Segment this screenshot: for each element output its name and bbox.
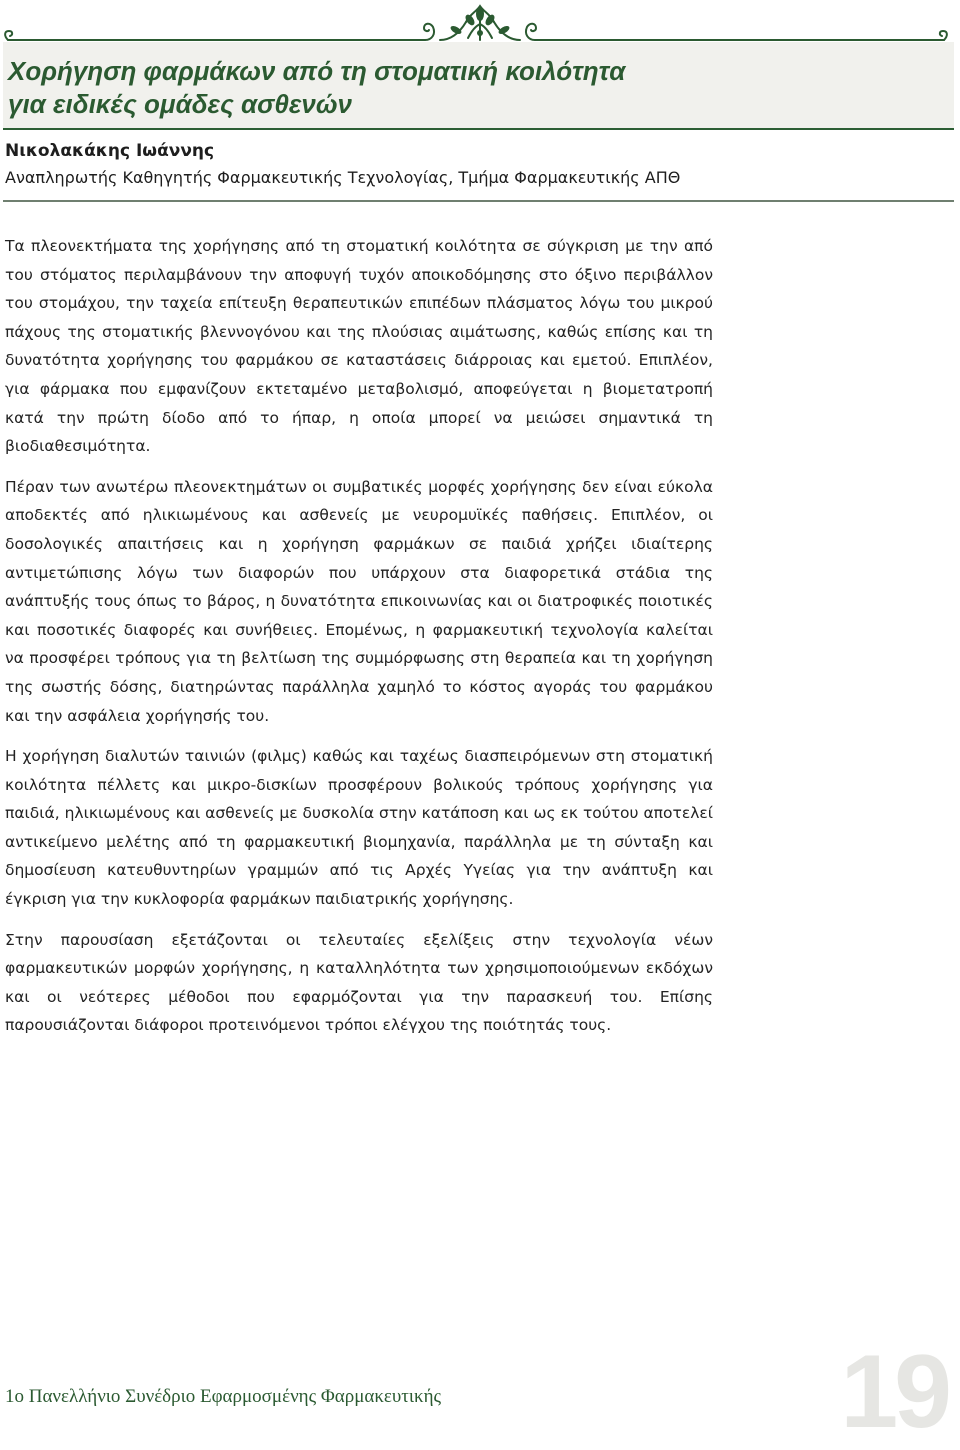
paragraph-3: Η χορήγηση διαλυτών ταινιών (φιλμς) καθώς και ταχέως διασπειρόμενων στη στοματική κοιλότητα πέλλετς και μικρο-δισκίων προσφέρουν βολικούς τρόπους χορήγησης για παιδιά, ηλικιωμένους και ασθενείς με δυσκολία στην κατάποση και ως εκ τούτου αποτελεί αντικείμενο μελέτης από τη φαρμακευτική βιομηχανία, παράλληλα με τη σύνταξη και δημοσίευση κατευθυντηρίων γραμμών από τις Αρχές Υγείας για την ανάπτυξη και έγκριση για την κυκλοφορία φαρμάκων παιδιατρικής χορήγησης. xyxy=(5,747,713,909)
abstract-body xyxy=(5,232,713,1052)
paragraph-2: Πέραν των ανωτέρω πλεονεκτημάτων οι συμβατικές μορφές χορήγησης δεν είναι εύκολα αποδεκτές από ηλικιωμένους και ασθενείς με νευρομυϊκές παθήσεις. Επιπλέον, οι δοσολογικές απαιτήσεις και η χορήγηση φαρμάκων σε παιδιά χρήζει ιδιαίτερης αντιμετώπισης λόγω των διαφορών που υπάρχουν στα διαφορετικά στάδια της ανάπτυξής τους όπως το βάρος, η δυνατότητα επικοινωνίας και οι διατροφικές ποιοτικές και ποσοτικές διαφορές και συνήθειες. Επομένως, η φαρμακευτική τεχνολογία καλείται να προσφέρει τρόπους για τη βελτίωση της συμμόρφωσης στη θεραπεία και τη χορήγηση της σωστής δόσης, διατηρώντας παράλληλα χαμηλό το κόστος αγοράς του φαρμάκου και την ασφάλεια χορήγησής του. xyxy=(5,477,713,725)
author-affiliation: Αναπληρωτής Καθηγητής Φαρμακευτικής Τεχνολογίας, Τμήμα Φαρμακευτικής ΑΠΘ xyxy=(5,168,681,187)
conference-footer: 1ο Πανελλήνιο Συνέδριο Εφαρμοσμένης Φαρμακευτικής xyxy=(5,1386,442,1407)
page-title-line-1: Χορήγηση φαρμάκων από τη στοματική κοιλότητα xyxy=(8,56,626,86)
page-title-line-2: για ειδικές ομάδες ασθενών xyxy=(8,89,352,119)
paragraph-1: Τα πλεονεκτήματα της χορήγησης από τη στοματική κοιλότητα σε σύγκριση με την από του στόματος περιλαμβάνουν την αποφυγή τυχόν αποικοδόμησης στο όξινο περιβάλλον του στομάχου, την ταχεία επίτευξη θεραπευτικών επιπέδων πλάσματος λόγω του μικρού πάχους της στοματικής βλεννογόνου και της πλούσιας αιμάτωσης, καθώς επίσης και τη δυνατότητα χορήγησης του φαρμάκου σε καταστάσεις διάρροιας και εμετού. Επιπλέον, για φάρμακα που εμφανίζουν εκτεταμένο μεταβολισμό, αποφεύγεται η βιομετατροπή κατά την πρώτη δίοδο από το ήπαρ, η οποία μπορεί να μειώσει σημαντικά τη βιοδιαθεσιμότητα. xyxy=(5,237,713,456)
page-number: 19 xyxy=(840,1334,948,1450)
paragraph-4: Στην παρουσίαση εξετάζονται οι τελευταίες εξελίξεις στην τεχνολογία νέων φαρμακευτικών μορφών χορήγησης, η καταλληλότητα των χρησιμοποιούμενων εκδόχων και οι νεότερες μέθοδοι που εφαρμόζονται για την παρασκευή του. Επίσης παρουσιάζονται διάφοροι προτεινόμενοι τρόποι ελέγχου της ποιότητάς τους. xyxy=(5,930,713,1035)
title-banner xyxy=(3,42,954,130)
header-divider xyxy=(3,200,954,202)
author-name: Νικολακάκης Ιωάννης xyxy=(5,141,215,161)
